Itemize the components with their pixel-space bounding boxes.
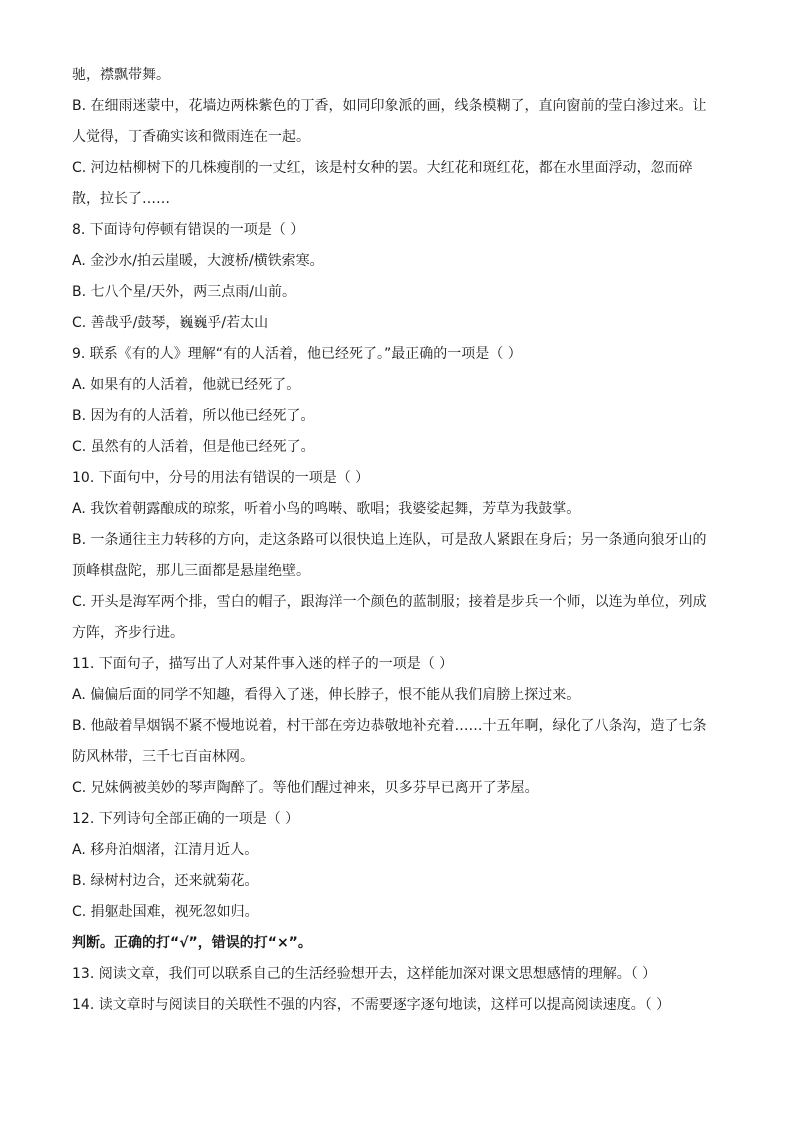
option-text: C. 河边枯柳树下的几株瘦削的一丈红，该是村女种的罢。大红花和斑红花，都在水里面浮动，忽而碎	[72, 160, 693, 176]
question-8: 8. 下面诗句停顿有错误的一项是（ ）	[72, 222, 305, 238]
section-heading-judgement: 判断。正确的打“√”，错误的打“×”。	[72, 935, 312, 951]
question-8-option-a: A. 金沙水/拍云崖暖，大渡桥/横铁索寒。	[72, 253, 324, 269]
question-9-option-b: B. 因为有的人活着，所以他已经死了。	[72, 408, 315, 424]
question-10-option-b: B. 一条通往主力转移的方向，走这条路可以很快追上连队，可是敌人紧跟在身后；另一条通向狼牙山的	[72, 532, 707, 548]
question-12-option-b: B. 绿树村边合，还来就菊花。	[72, 873, 259, 889]
question-9-option-a: A. 如果有的人活着，他就已经死了。	[72, 377, 301, 393]
question-13: 13. 阅读文章，我们可以联系自己的生活经验想开去，这样能加深对课文思想感情的理解。（ ）	[72, 966, 657, 982]
question-14: 14. 读文章时与阅读目的关联性不强的内容，不需要逐字逐句地读，这样可以提高阅读速度。（ ）	[72, 997, 671, 1013]
question-10: 10. 下面句中，分号的用法有错误的一项是（ ）	[72, 470, 370, 486]
option-text-continuation: 驰，襟飘带舞。	[72, 67, 170, 83]
question-10-option-c-continuation: 方阵，齐步行进。	[72, 625, 184, 641]
question-11: 11. 下面句子，描写出了人对某件事入迷的样子的一项是（ ）	[72, 656, 454, 672]
question-12: 12. 下列诗句全部正确的一项是（ ）	[72, 811, 300, 827]
question-10-option-b-continuation: 顶峰棋盘陀，那儿三面都是悬崖绝壁。	[72, 563, 310, 579]
question-12-option-c: C. 捐躯赴国难，视死忽如归。	[72, 904, 259, 920]
option-text: B. 在细雨迷蒙中，花墙边两株紫色的丁香，如同印象派的画，线条模糊了，直向窗前的莹白渗过来。让	[72, 98, 707, 114]
question-11-option-b-continuation: 防风林带，三千七百亩林网。	[72, 749, 254, 765]
question-10-option-c: C. 开头是海军两个排，雪白的帽子，跟海洋一个颜色的蓝制服；接着是步兵一个师，以连为单位，列成	[72, 594, 707, 610]
question-9-option-c: C. 虽然有的人活着，但是他已经死了。	[72, 439, 315, 455]
question-9: 9. 联系《有的人》理解“有的人活着，他已经死了。”最正确的一项是（ ）	[72, 346, 522, 362]
question-11-option-a: A. 偏偏后面的同学不知趣，看得入了迷，伸长脖子，恨不能从我们肩膀上探过来。	[72, 687, 581, 703]
question-11-option-b: B. 他敲着旱烟锅不紧不慢地说着，村干部在旁边恭敬地补充着……十五年啊，绿化了八条沟，造了七条	[72, 718, 707, 734]
question-11-option-c: C. 兄妹俩被美妙的琴声陶醉了。等他们醒过神来，贝多芬早已离开了茅屋。	[72, 780, 539, 796]
question-12-option-a: A. 移舟泊烟渚，江清月近人。	[72, 842, 259, 858]
document-page	[72, 60, 722, 1021]
question-10-option-a: A. 我饮着朝露酿成的琼浆，听着小鸟的鸣啭、歌唱；我婆娑起舞，芳草为我鼓掌。	[72, 501, 581, 517]
question-8-option-c: C. 善哉乎/鼓琴，巍巍乎/若太山	[72, 315, 269, 331]
option-text-continuation: 散，拉长了……	[72, 191, 170, 207]
option-text-continuation: 人觉得，丁香确实该和微雨连在一起。	[72, 129, 310, 145]
question-8-option-b: B. 七八个星/天外，两三点雨/山前。	[72, 284, 296, 300]
